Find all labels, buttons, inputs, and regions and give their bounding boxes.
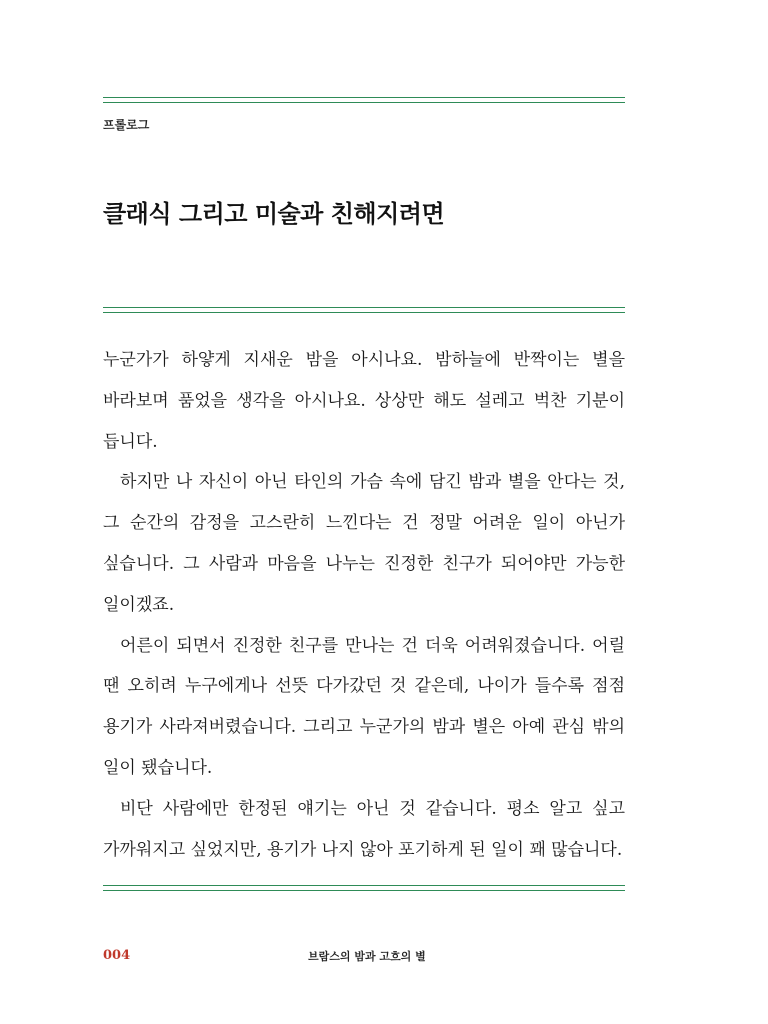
bottom-double-rule [103,885,625,891]
running-book-title: 브람스의 밤과 고흐의 별 [308,950,426,963]
paragraph-2: 하지만 나 자신이 아닌 타인의 가슴 속에 담긴 밤과 별을 안다는 것, 그 순간의 감정을 고스란히 느낀다는 건 정말 어려운 일이 아닌가 싶습니다. 그 사람과 마음을 나누는 진정한 친구가 되어야만 가능한 일이겠죠. [103,472,625,615]
top-double-rule [103,97,625,103]
body-text [103,340,625,870]
paragraph-3: 어른이 되면서 진정한 친구를 만나는 건 더욱 어려워졌습니다. 어릴 땐 오히려 누구에게나 선뜻 다가갔던 것 같은데, 나이가 들수록 점점 용기가 사라져버렸습니다. 그리고 누군가의 밤과 별은 아예 관심 밖의 일이 됐습니다. [103,635,625,778]
title-double-rule [103,307,625,313]
paragraph-4: 비단 사람에만 한정된 얘기는 아닌 것 같습니다. 평소 알고 싶고 가까워지고 싶었지만, 용기가 나지 않아 포기하게 된 일이 꽤 많습니다. [103,798,625,860]
page-number: 004 [103,948,131,963]
chapter-title: 클래식 그리고 미술과 친해지려면 [103,200,445,228]
paragraph-1: 누군가가 하얗게 지새운 밤을 아시나요. 밤하늘에 반짝이는 별을 바라보며 품었을 생각을 아시나요. 상상만 해도 설레고 벅찬 기분이 듭니다. [103,350,625,452]
section-label: 프롤로그 [103,118,150,132]
